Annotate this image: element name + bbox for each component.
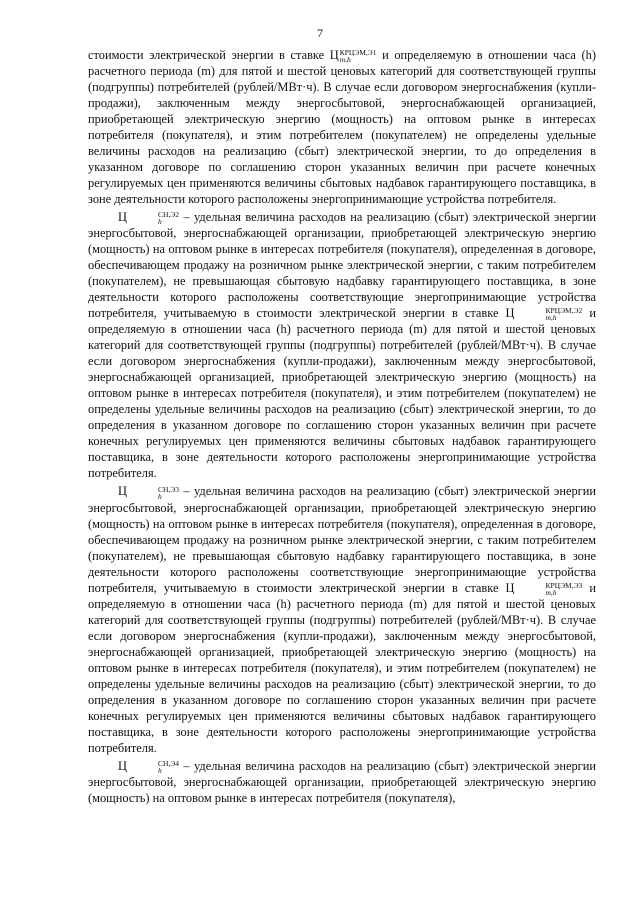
- text-run: и определяемую в отношении часа (h) расчетного периода (m) для пятой и шестой ценовых категорий для соответствующей группы (подгруппы) потребителей (рублей/МВт·ч). В случае если договором энергоснабжения (купли-продажи), заключенным между энергосбытовой, энергоснабжающей организацией, приобретающей электрическую энергию (мощность) на оптовом рынке в интересах потребителя (покупателя), и этим потребителем (покупателем) не определены удельные величины расходов на реализацию (сбыт) электрической энергии, то до определения в указанном договоре по соглашению сторон указанных величин при расчете конечных регулируемых цен применяются величины сбытовых надбавок гарантирующего поставщика, в зоне деятельности которого расположены энергопринимающие устройства потребителя.: [88, 580, 596, 755]
- symbol-superscript: КРЦЭМ,Э3: [545, 580, 583, 590]
- symbol-subscript: m,h: [545, 313, 557, 323]
- symbol-superscript: СН,Э2: [157, 210, 179, 220]
- symbol-base: Ц: [118, 758, 127, 773]
- symbol-base: Ц: [118, 210, 127, 225]
- paragraph-continuation: [88, 47, 596, 207]
- text-run: стоимости электрической энергии в ставке: [88, 48, 330, 62]
- symbol-subscript: h: [157, 491, 162, 501]
- page-number: 7: [317, 26, 323, 40]
- symbol-base: Ц: [505, 306, 515, 321]
- text-run: – удельная величина расходов на реализацию (сбыт) электрической энергии энергосбытовой, энергоснабжающей организации, приобретающей электрическую энергию (мощность) на оптовом рынке в интересах потребителя (покупателя),: [88, 758, 596, 805]
- formula-symbol-sn-e3: [118, 484, 179, 501]
- symbol-base: Ц: [505, 580, 515, 595]
- text-run: и определяемую в отношении часа (h) расчетного периода (m) для пятой и шестой ценовых категорий для соответствующей группы (подгруппы) потребителей (рублей/МВт·ч). В случае если договором энергоснабжения (купли-продажи), заключенным между энергосбытовой, энергоснабжающей организацией, приобретающей электрическую энергию (мощность) на оптовом рынке в интересах потребителя (покупателя), и этим потребителем (покупателем) не определены удельные величины расходов на реализацию (сбыт) электрической энергии, то до определения в указанном договоре по соглашению сторон указанных величин при расчете конечных регулируемых цен применяются величины сбытовых надбавок гарантирующего поставщика, в зоне деятельности которого расположены энергопринимающие устройства потребителя.: [88, 48, 596, 207]
- text-run: – удельная величина расходов на реализацию (сбыт) электрической энергии энергосбытовой, энергоснабжающей организации, приобретающей электрическую энергию (мощность) на оптовом рынке в интересах потребителя (покупателя), определенная в договоре, обеспечивающем продажу на розничном рынке электрической энергии, с таким потребителем (покупателем), не превышающая сбытовую надбавку гарантирующего поставщика, в зоне деятельности которого расположены соответствующие энергопринимающие устройства потребителя, учитываемую в стоимости электрической энергии в ставке: [88, 210, 596, 321]
- symbol-superscript: СН,Э4: [157, 758, 179, 768]
- symbol-subscript: h: [157, 217, 162, 227]
- formula-symbol-krcem-e2: [505, 306, 583, 323]
- symbol-subscript: h: [157, 765, 162, 775]
- paragraph-sn-e3: [88, 483, 596, 755]
- symbol-superscript: СН,Э3: [157, 484, 179, 494]
- symbol-superscript: КРЦЭМ,Э2: [545, 306, 583, 316]
- document-body: [88, 47, 596, 806]
- paragraph-sn-e4: [88, 758, 596, 806]
- formula-symbol-krcem-e3: [506, 581, 583, 595]
- formula-symbol-sn-e2: [118, 210, 179, 227]
- symbol-subscript: m,h: [545, 587, 557, 597]
- symbol-base: Ц: [329, 48, 339, 62]
- text-run: – удельная величина расходов на реализацию (сбыт) электрической энергии энергосбытовой, энергоснабжающей организации, приобретающей электрическую энергию (мощность) на оптовом рынке в интересах потребителя (покупателя), определенная в договоре, обеспечивающем продажу на розничном рынке электрической энергии, с таким потребителем (покупателем), не превышающая сбытовую надбавку гарантирующего поставщика, в зоне деятельности которого расположены соответствующие энергопринимающие устройства потребителя, учитываемую в стоимости электрической энергии в ставке: [88, 484, 596, 595]
- symbol-subscript: m,h: [339, 55, 351, 65]
- formula-symbol-krcem-e1: [329, 48, 377, 65]
- formula-symbol-sn-e4: [118, 759, 179, 773]
- text-run: и определяемую в отношении часа (h) расчетного периода (m) для пятой и шестой ценовых категорий для соответствующей группы (подгруппы) потребителей (рублей/МВт·ч). В случае если договором энергоснабжения (купли-продажи), заключенным между энергосбытовой, энергоснабжающей организацией, приобретающей электрическую энергию (мощность) на оптовом рынке в интересах потребителя (покупателя), и этим потребителем (покупателем) не определены удельные величины расходов на реализацию (сбыт) электрической энергии, то до определения в указанном договоре по соглашению сторон указанных величин при расчете конечных регулируемых цен применяются величины сбытовых надбавок гарантирующего поставщика, в зоне деятельности которого расположены энергопринимающие устройства потребителя.: [88, 306, 596, 481]
- symbol-base: Ц: [118, 484, 127, 499]
- paragraph-sn-e2: [88, 209, 596, 481]
- symbol-superscript: КРЦЭМ,Э1: [339, 48, 377, 58]
